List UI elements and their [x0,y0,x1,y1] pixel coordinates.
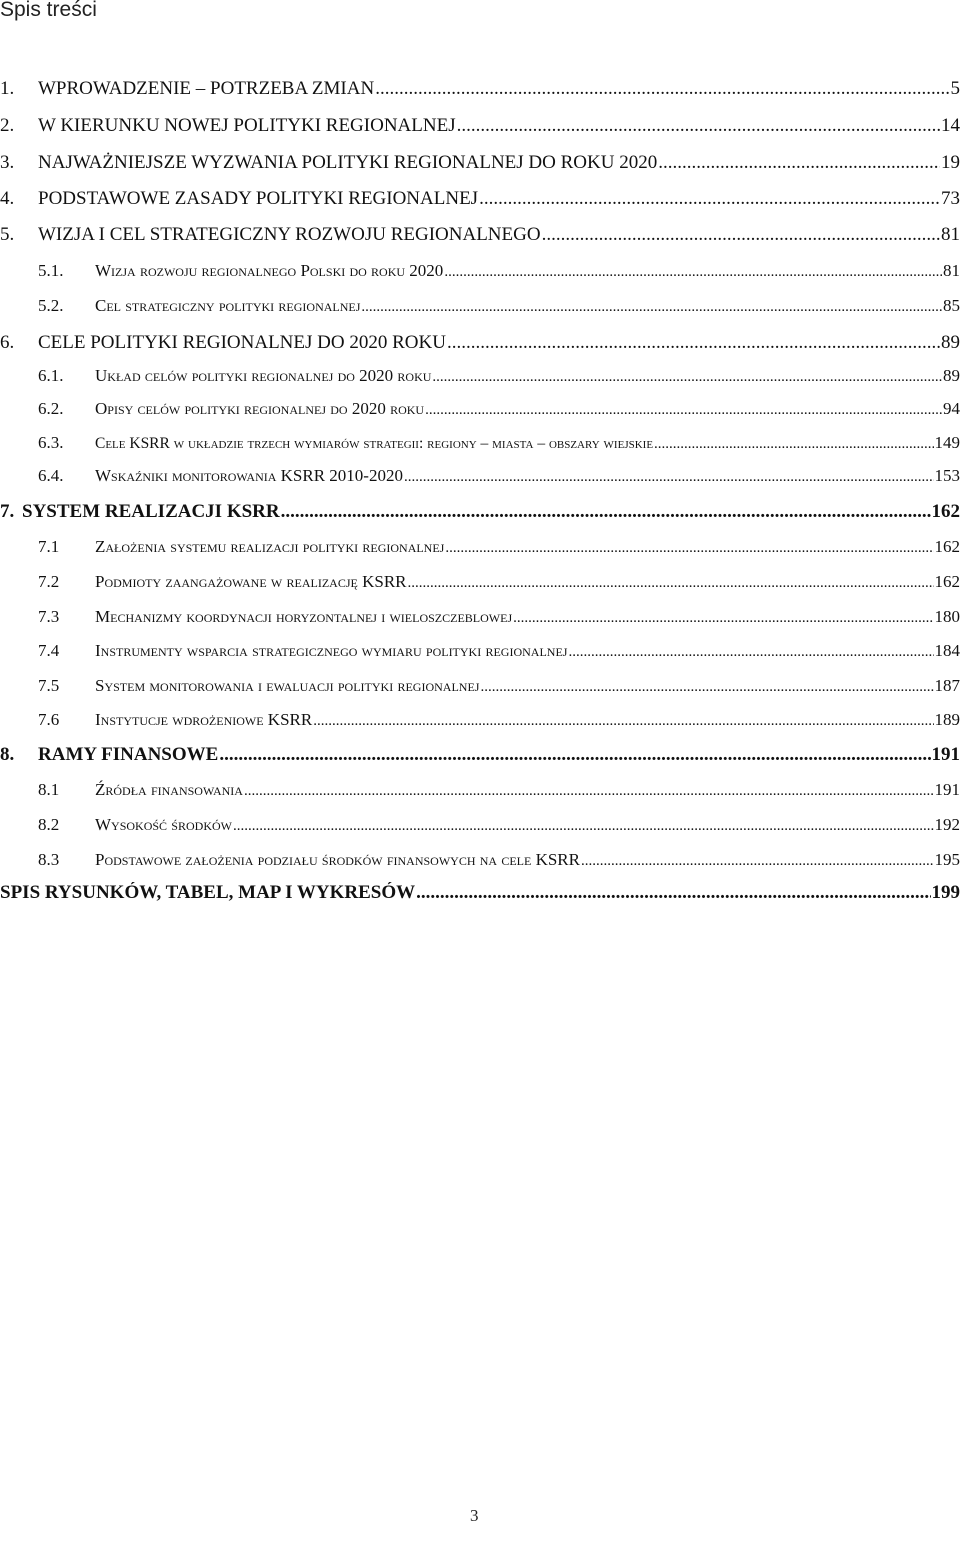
toc-leader-dots [375,78,949,100]
toc-entry[interactable] [38,537,960,557]
toc-entry-label: CELE POLITYKI REGIONALNEJ DO 2020 ROKU [38,332,446,353]
toc-entry-label: Cel strategiczny polityki regionalnej [95,296,361,315]
toc-entry-page: 162 [934,537,960,556]
toc-leader-dots [361,299,942,316]
toc-entry-page: 189 [934,710,960,729]
toc-entry[interactable] [0,78,960,100]
toc-entry-page: 199 [931,882,960,903]
toc-entry-label: Instrumenty wsparcia strategicznego wymiaru polityki regionalnej [95,641,568,660]
toc-entry-number: 4. [0,188,15,209]
toc-entry-number: 6. [0,332,15,353]
toc-entry[interactable] [38,261,960,281]
toc-entry-label: W KIERUNKU NOWEJ POLITYKI REGIONALNEJ [38,115,456,136]
toc-entry-page: 19 [941,152,960,173]
toc-entry[interactable] [38,676,960,696]
toc-entry[interactable] [38,607,960,627]
toc-entry-label: Podmioty zaangażowane w realizację KSRR [95,572,407,591]
toc-entry-number: 7. [0,501,15,522]
toc-entry-page: 180 [934,607,960,626]
toc-entry[interactable] [38,433,960,453]
toc-entry-number: 7.2 [38,572,60,591]
toc-entry-page: 94 [943,399,960,418]
toc-leader-dots [480,679,933,696]
toc-entry[interactable] [0,224,960,246]
toc-entry-number: 3. [0,152,15,173]
toc-entry-number: 7.3 [38,607,60,626]
toc-entry-label: Wizja rozwoju regionalnego Polski do roku 2020 [95,261,444,280]
toc-entry-page: 149 [934,433,960,452]
toc-entry-label: Podstawowe założenia podziału środków finansowych na cele KSRR [95,850,580,869]
toc-entry-number: 2. [0,115,15,136]
toc-entry-page: 184 [934,641,960,660]
toc-entry-label: SPIS RYSUNKÓW, TABEL, MAP I WYKRESÓW [0,882,416,903]
toc-entry-label: NAJWAŻNIEJSZE WYZWANIA POLITYKI REGIONALNEJ DO ROKU 2020 [38,152,658,173]
toc-entry-page: 195 [934,850,960,869]
toc-entry-page: 162 [934,572,960,591]
toc-entry-page: 191 [934,780,960,799]
toc-entry-page: 162 [931,501,960,522]
toc-leader-dots [581,853,934,870]
toc-entry-number: 6.2. [38,399,64,418]
toc-entry[interactable] [38,466,960,486]
toc-leader-dots [457,115,940,137]
page-number: 3 [470,1506,479,1525]
toc-entry-page: 5 [950,78,960,99]
toc-entry-number: 7.6 [38,710,60,729]
toc-leader-dots [425,402,942,419]
toc-entry[interactable] [38,296,960,316]
toc-entry-page: 89 [943,366,960,385]
toc-leader-dots [479,188,940,210]
toc-leader-dots [654,436,933,453]
toc-entry[interactable] [38,710,960,730]
toc-leader-dots [404,469,934,486]
toc-entry-label: Układ celów polityki regionalnej do 2020 roku [95,366,432,385]
toc-entry-label: Wskaźniki monitorowania KSRR 2010-2020 [95,466,403,485]
toc-entry-number: 5.2. [38,296,64,315]
toc-entry-label: RAMY FINANSOWE [38,744,219,765]
toc-entry[interactable] [0,744,960,766]
toc-entry[interactable] [0,115,960,137]
toc-leader-dots [408,575,934,592]
toc-entry[interactable] [38,399,960,419]
toc-entry-label: PODSTAWOWE ZASADY POLITYKI REGIONALNEJ [38,188,479,209]
toc-leader-dots [281,501,931,523]
toc-entry-page: 191 [931,744,960,765]
toc-leader-dots [445,540,933,557]
toc-entry-page: 73 [941,188,960,209]
toc-entry-label: WIZJA I CEL STRATEGICZNY ROZWOJU REGIONALNEGO [38,224,541,245]
toc-entry[interactable] [38,366,960,386]
toc-entry[interactable] [38,850,960,870]
toc-entry-number: 5.1. [38,261,64,280]
toc-entry-label: Źródła finansowania [95,780,243,799]
toc-entry-number: 6.1. [38,366,64,385]
toc-leader-dots [658,152,940,174]
toc-entry-label: WPROWADZENIE – POTRZEBA ZMIAN [38,78,375,99]
toc-entry-label: SYSTEM REALIZACJI KSRR [22,501,280,522]
toc-entry-number: 1. [0,78,15,99]
toc-entry-label: System monitorowania i ewaluacji polityki regionalnej [95,676,480,695]
toc-entry-page: 81 [943,261,960,280]
toc-entry-number: 7.5 [38,676,60,695]
toc-entry[interactable] [0,188,960,210]
toc-entry-label: Cele KSRR w układzie trzech wymiarów strategii: regiony – miasta – obszary wiejskie [95,435,654,452]
toc-entry-page: 81 [941,224,960,245]
toc-entry-number: 8.3 [38,850,60,869]
toc-leader-dots [244,783,934,800]
toc-entry-label: Mechanizmy koordynacji horyzontalnej i wieloszczeblowej [95,607,513,626]
toc-entry[interactable] [0,332,960,354]
toc-entry-label: Instytucje wdrożeniowe KSRR [95,710,313,729]
toc-entry[interactable] [0,501,960,523]
toc-entry-number: 7.1 [38,537,60,556]
toc-entry[interactable] [38,572,960,592]
toc-entry-number: 8.1 [38,780,60,799]
toc-leader-dots [219,744,930,766]
toc-leader-dots [447,332,940,354]
toc-entry-number: 8.2 [38,815,60,834]
toc-entry[interactable] [38,641,960,661]
toc-entry[interactable] [0,882,960,904]
toc-entry-number: 6.4. [38,466,64,485]
toc-entry[interactable] [38,780,960,800]
toc-entry-page: 85 [943,296,960,315]
toc-leader-dots [513,610,933,627]
toc-entry-number: 8. [0,744,15,765]
toc-entry-number: 7.4 [38,641,60,660]
toc-leader-dots [233,818,934,835]
toc-entry-page: 187 [934,676,960,695]
toc-leader-dots [444,264,942,281]
toc-entry-number: 6.3. [38,433,64,452]
page-title: Spis treści [0,0,97,21]
toc-leader-dots [432,369,942,386]
toc-entry-label: Założenia systemu realizacji polityki regionalnej [95,537,445,556]
toc-entry[interactable] [0,152,960,174]
toc-entry[interactable] [38,815,960,835]
toc-entry-label: Wysokość środków [95,815,232,834]
toc-entry-number: 5. [0,224,15,245]
toc-entry-page: 14 [941,115,960,136]
toc-leader-dots [416,882,930,904]
toc-entry-page: 89 [941,332,960,353]
toc-leader-dots [568,644,933,661]
toc-entry-page: 153 [934,466,960,485]
toc-entry-page: 192 [934,815,960,834]
toc-leader-dots [313,713,933,730]
toc-leader-dots [542,224,940,246]
toc-entry-label: Opisy celów polityki regionalnej do 2020 roku [95,399,425,418]
